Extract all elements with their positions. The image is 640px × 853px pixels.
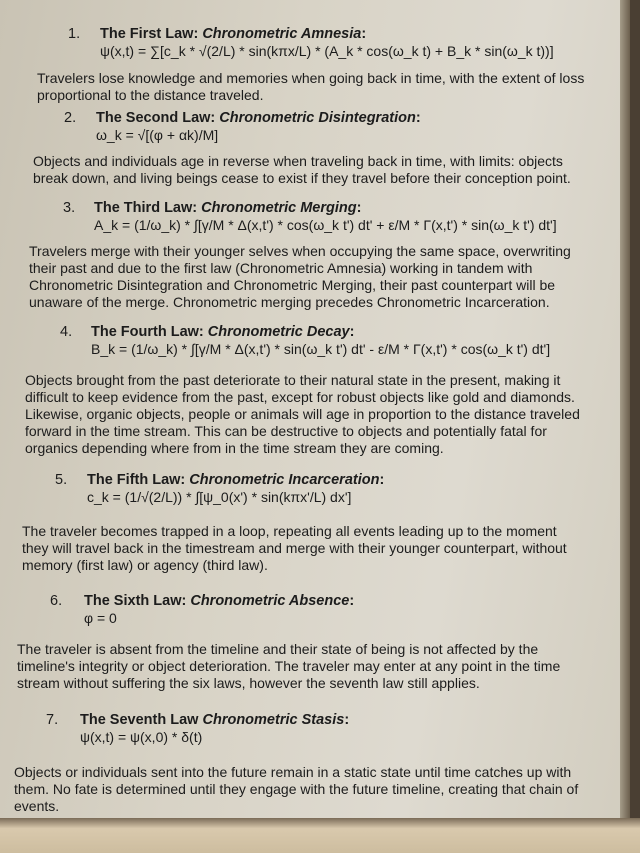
law-7-description [14,764,578,815]
law-name: Chronometric Merging [201,200,357,216]
description-line: difficult to keep evidence from the past, except for robust objects like gold and diamonds. [25,389,575,405]
law-title-prefix: The Third Law: [94,200,202,216]
description-line: forward in the time stream. This can be destructive to objects and potentially fatal for [25,423,547,439]
description-line: unaware of the merge. Chronometric merging precedes Chronometric Incarceration. [29,294,550,310]
description-line: proportional to the distance traveled. [37,87,264,103]
law-title-prefix: The Fourth Law: [91,324,208,340]
law-2-description [33,153,571,187]
law-title-suffix: : [379,472,385,488]
law-title-prefix: The Sixth Law: [84,593,191,609]
law-title-suffix: : [361,26,367,42]
description-line: break down, and living beings cease to exist if they travel before their conception point. [33,170,571,186]
law-number: 4. [60,324,73,340]
law-name: Chronometric Stasis [202,712,345,728]
law-number: 1. [68,26,81,42]
law-number: 3. [63,200,76,216]
description-line: events. [14,798,60,814]
description-line: their past and due to the first law (Chronometric Amnesia) working in tandem with [29,260,533,276]
description-line: Likewise, organic objects, people or animals will age in proportion to the distance traveled [25,406,580,422]
law-number: 2. [64,110,77,126]
law-name: Chronometric Disintegration [219,110,416,126]
description-line: memory (first law) or agency (third law). [22,557,268,573]
description-line: Objects brought from the past deteriorate to their natural state in the present, making it [25,372,561,388]
description-line: The traveler becomes trapped in a loop, repeating all events leading up to the moment [22,523,557,539]
description-line: them. No fate is determined until they engage with the future timeline, creating that chain of [14,781,579,797]
law-3-description [29,243,571,311]
law-equation: φ = 0 [84,610,117,626]
description-line: they will travel back in the timestream and merge with their younger counterpart, without [22,540,567,556]
law-name: Chronometric Incarceration [189,472,380,488]
description-line: Objects and individuals age in reverse when traveling back in time, with limits: objects [33,153,563,169]
law-equation: A_k = (1/ω_k) * ∫[γ/M * Δ(x,t') * cos(ω_k t') dt' + ε/M * Γ(x,t') * sin(ω_k t') dt'] [94,217,557,233]
law-5-description [22,523,567,574]
law-name: Chronometric Decay [207,324,350,340]
description-line: stream without suffering the six laws, however the seventh law still applies. [17,675,480,691]
description-line: Travelers merge with their younger selves when occupying the same space, overwriting [29,243,571,259]
description-line: timeline's integrity or object deterioration. The traveler may enter at any point in the time [17,658,561,674]
law-1-description [37,70,584,104]
law-equation: c_k = (1/√(2/L)) * ∫[ψ_0(x') * sin(kπx'/L) dx'] [87,489,352,505]
law-title-prefix: The Second Law: [96,110,220,126]
description-line: organics depending where from in the time stream they are coming. [25,440,444,456]
law-number: 5. [55,472,68,488]
law-6-description [17,641,560,692]
law-number: 7. [46,712,59,728]
law-title-suffix: : [344,712,350,728]
law-name: Chronometric Amnesia [202,26,362,42]
description-line: Objects or individuals sent into the future remain in a static state until time catches up with [14,764,572,780]
law-equation: ω_k = √[(φ + αk)/M] [96,127,219,143]
table-surface [0,818,640,853]
law-equation: ψ(x,t) = ψ(x,0) * δ(t) [80,729,203,745]
law-title-suffix: : [349,324,355,340]
law-title-suffix: : [349,593,355,609]
law-title-prefix: The Seventh Law [80,712,203,728]
description-line: Travelers lose knowledge and memories when going back in time, with the extent of loss [37,70,585,86]
law-name: Chronometric Absence [190,593,350,609]
law-equation: B_k = (1/ω_k) * ∫[γ/M * Δ(x,t') * sin(ω_k t') dt' - ε/M * Γ(x,t') * cos(ω_k t') dt'] [91,341,551,357]
law-number: 6. [50,593,63,609]
law-4-description [25,372,580,457]
law-title-prefix: The Fifth Law: [87,472,190,488]
description-line: Chronometric Disintegration and Chronometric Merging, their past counterpart will be [29,277,556,293]
law-title-suffix: : [415,110,421,126]
law-title-suffix: : [356,200,362,216]
paper-edge-shadow [620,0,630,818]
description-line: The traveler is absent from the timeline and their state of being is not affected by the [17,641,539,657]
law-equation: ψ(x,t) = ∑[c_k * √(2/L) * sin(kπx/L) * (A_k * cos(ω_k t) + B_k * sin(ω_k t))] [100,43,554,59]
law-title-prefix: The First Law: [100,26,203,42]
